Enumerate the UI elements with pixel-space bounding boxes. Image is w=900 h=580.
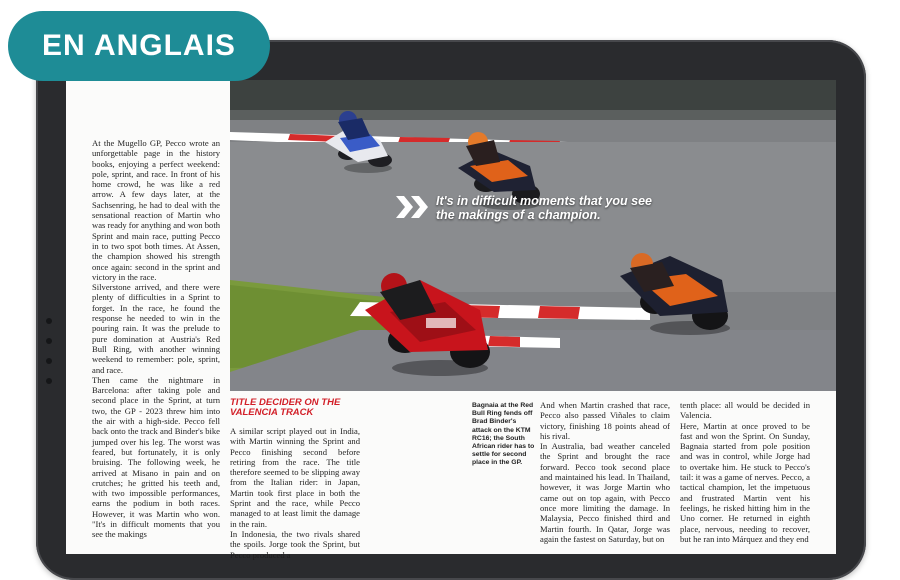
magazine-page <box>66 80 836 560</box>
tablet-side-button <box>46 338 52 344</box>
pull-quote: It's in difficult moments that you see the makings of a champion. <box>436 194 652 222</box>
tablet-side-button <box>46 318 52 324</box>
article-column-4: tenth place: all would be decided in Valencia. Here, Martin at once proved to be fast and won the Sprint. On Sunday, Bagnaia started from pole position and was in control, while Jorge had to overtake him. He stuck to Pecco's tail: it was a game of nerves. Pecco, a tactical champion, let the impetuous and frustrated Martin vent his feelings, he risked hitting him in the Uno corner. He returned in eighth place, nervous, needing to recover, but he ran into Márquez and they end <box>680 400 810 544</box>
quote-chevrons-icon <box>396 196 430 218</box>
language-badge: EN ANGLAIS <box>8 11 270 81</box>
tablet-side-button <box>46 378 52 384</box>
article-column-2: A similar script played out in India, with Martin winning the Sprint and Pecco finishing second before retiring from the race. The title therefore seemed to be slipping away from the Italian rider: in Japan, Martin took first place in both the Sprint and the race, while Pecco managed to at least limit the damage in the rain. In Indonesia, the two rivals shared the spoils. Jorge took the Sprint, but Pecco produced a <box>230 426 360 560</box>
section-heading: TITLE DECIDER ON THE VALENCIA TRACK <box>230 397 341 418</box>
tablet-side-button <box>46 358 52 364</box>
article-column-3: And when Martin crashed that race, Pecco also passed Viñales to claim victory, finishing 18 points ahead of his rival. In Australia, bad weather canceled the Sprint and brought the race forward. Pecco took second place and maintained his lead. In Thailand, however, it was Jorge Martin who came out on top again, with Pecco once more limiting the damage. In Malaysia, Pecco finished third and Martin fourth. In Qatar, Jorge was again the fastest on Saturday, but on <box>540 400 670 544</box>
photo-caption: Bagnaia at the Red Bull Ring fends off Brad Binder's attack on the KTM RC16; the South African rider has to settle for second place in the GP. <box>472 402 535 467</box>
race-photo <box>230 80 836 391</box>
article-column-1: At the Mugello GP, Pecco wrote an unforgettable page in the history books, enjoying a perfect weekend: pole, sprint, and race. In front of his home crowd, he was like a red arrow. A few days later, at the Sachsenring, he had to deal with the sensational reaction of Martin who was ready for anything and won both Sprint and main race, putting Pecco in to two spot both times. At Assen, the champion showed his strength once again: second in the sprint and victory in the race. Silverstone arrived, and there were plenty of difficulties in a Sprint to forget. In the race, he found the response he needed to win in the pouring rain. It was the prelude to pure domination at Austria's Red Bull Ring, with another winning weekend to remember: pole, sprint, and race. Then came the nightmare in Barcelona: after taking pole and second place in the Sprint, at turn two, the GP - 2023 threw him into the air with a high-side. Pecco fell back onto the track and Binder's bike jumped over his leg. The worst was feared, but fortunately, it is only bruising. The following week, he arrived at Misano in pain and on crutches; he gritted his teeth and, with two impossible performances, earns the podium in both races. However, it was Martin who won. "It's in difficult moments that you see the makings <box>92 138 220 540</box>
